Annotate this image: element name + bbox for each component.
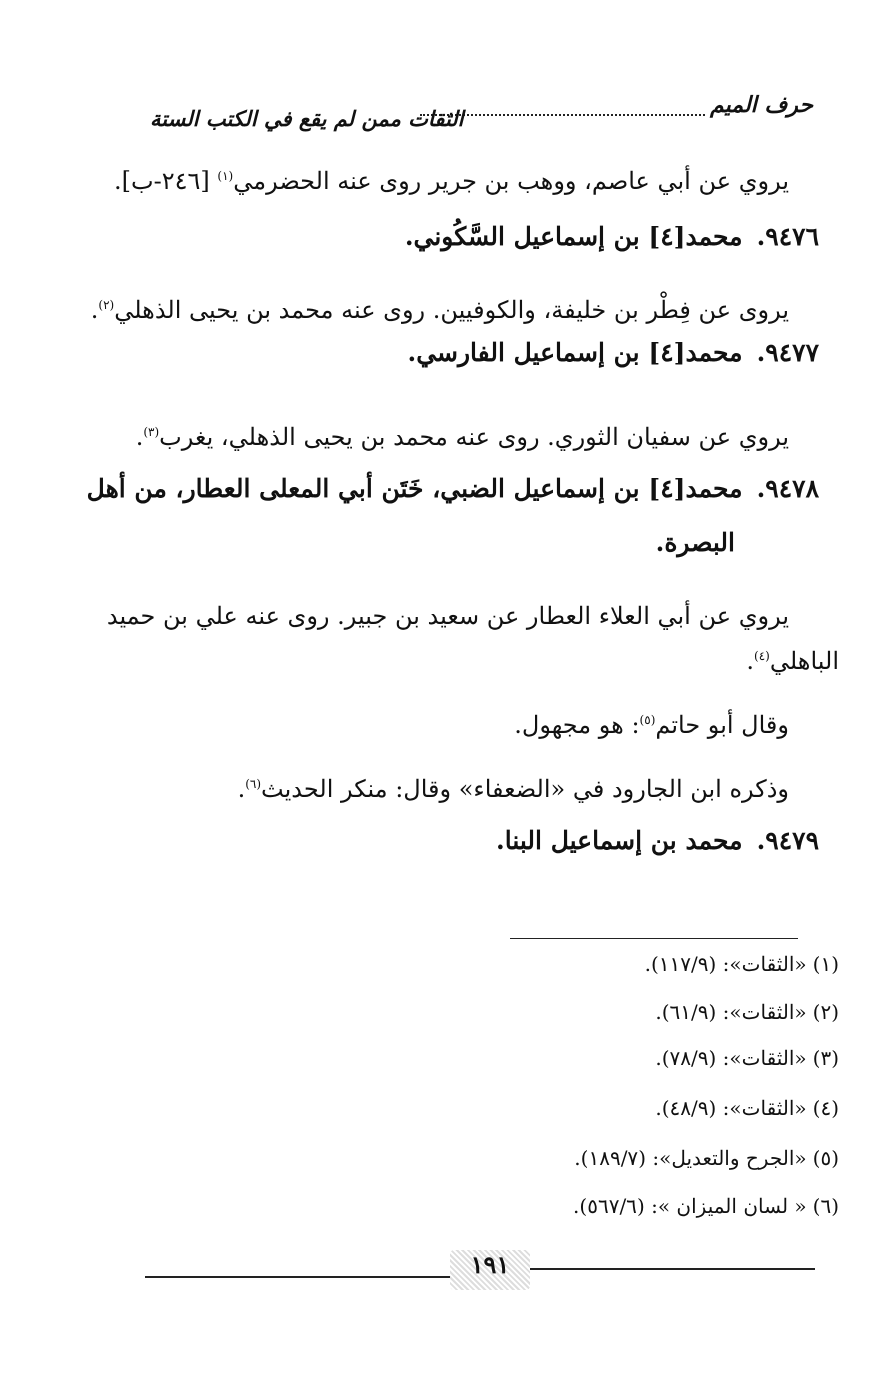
paragraph-6: وذكره ابن الجارود في «الضعفاء» وقال: منكر الحديث$^{(٦)}$. xyxy=(237,775,789,803)
page-number-rule-left xyxy=(145,1276,450,1278)
paragraph-1: يروي عن أبي عاصم، ووهب بن جرير روى عنه الحضرمي$^{(١)}$ [٢٤٦-ب]. xyxy=(114,167,789,195)
header-book-title: الثقات ممن لم يقع في الكتب الستة xyxy=(150,106,464,131)
paragraph-4: يروي عن أبي العلاء العطار عن سعيد بن جبير. روى عنه علي بن حميد xyxy=(106,602,789,630)
footnote-5: (٥)«الجرح والتعديل»: (١٨٩/٧). xyxy=(574,1146,839,1170)
paragraph-5: وقال أبو حاتم$^{(٥)}$: هو مجهول. xyxy=(514,711,789,739)
page-number: ١٩١ xyxy=(450,1250,530,1290)
paragraph-4-line2: الباهلي$^{(٤)}$. xyxy=(746,647,839,675)
header-section: حرف الميم xyxy=(709,92,813,118)
footnote-4: (٤)«الثقات»: (٤٨/٩). xyxy=(655,1096,839,1120)
footnote-3: (٣)«الثقات»: (٧٨/٩). xyxy=(655,1046,839,1070)
entry-9477-title: ٩٤٧٧.محمد[٤] بن إسماعيل الفارسي. xyxy=(407,338,819,367)
footnote-2: (٢)«الثقات»: (٦١/٩). xyxy=(655,1000,839,1024)
footnote-separator xyxy=(510,938,798,939)
entry-9478-title-line2: البصرة. xyxy=(655,528,735,557)
paragraph-2: يروى عن فِطْر بن خليفة، والكوفيين. روى عنه محمد بن يحيى الذهلي$^{(٢)}$. xyxy=(90,296,789,324)
entry-9478-title: ٩٤٧٨.محمد[٤] بن إسماعيل الضبي، خَتَن أبي المعلى العطار، من أهل xyxy=(86,474,819,503)
footnote-1: (١)«الثقات»: (١١٧/٩). xyxy=(644,952,839,976)
entry-9476-title: ٩٤٧٦.محمد[٤] بن إسماعيل السَّكُوني. xyxy=(404,222,819,251)
paragraph-3: يروي عن سفيان الثوري. روى عنه محمد بن يحيى الذهلي، يغرب$^{(٣)}$. xyxy=(135,423,789,451)
footnote-6: (٦)« لسان الميزان »: (٥٦٧/٦). xyxy=(573,1194,839,1218)
entry-9479-title: ٩٤٧٩.محمد بن إسماعيل البنا. xyxy=(496,826,819,855)
page-number-rule-right xyxy=(530,1268,815,1270)
